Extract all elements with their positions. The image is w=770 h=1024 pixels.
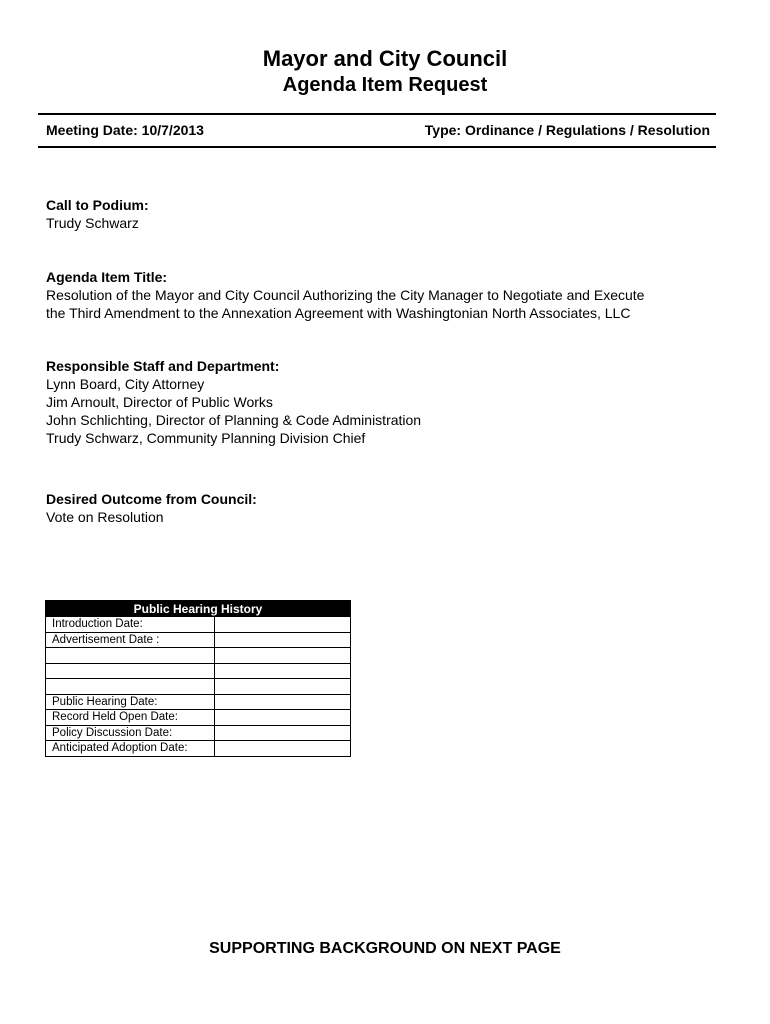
hearing-label [46,663,215,679]
desired-outcome-heading: Desired Outcome from Council: [46,491,257,507]
hearing-value [215,663,351,679]
call-to-podium-heading: Call to Podium: [46,197,149,213]
desired-outcome-line: Vote on Resolution [46,509,164,525]
page-subtitle: Agenda Item Request [282,74,488,96]
agenda-item-title-line: the Third Amendment to the Annexation Agreement with Washingtonian North Associates, LLC [46,305,631,321]
hearing-value [215,632,351,648]
top-divider [38,113,716,115]
hearing-value [215,617,351,633]
hearing-label: Introduction Date: [46,617,215,633]
page-title: Mayor and City Council [262,46,508,71]
staff-line: Jim Arnoult, Director of Public Works [46,394,273,410]
public-hearing-history-header: Public Hearing History [46,601,351,617]
hearing-label: Public Hearing Date: [46,694,215,710]
item-type: Type: Ordinance / Regulations / Resolution [424,122,710,138]
hearing-value [215,694,351,710]
staff-line: Trudy Schwarz, Community Planning Division Chief [46,430,366,446]
hearing-value [215,725,351,741]
table-row [46,710,351,726]
supporting-background-note: SUPPORTING BACKGROUND ON NEXT PAGE [209,940,561,957]
table-row [46,694,351,710]
hearing-label [46,648,215,664]
hearing-label: Anticipated Adoption Date: [46,741,215,757]
desired-outcome-section [46,490,716,526]
staff-line: Lynn Board, City Attorney [46,376,205,392]
hearing-label: Policy Discussion Date: [46,725,215,741]
agenda-item-title-heading: Agenda Item Title: [46,269,168,285]
call-to-podium-section [46,196,716,232]
staff-line: John Schlichting, Director of Planning & Code Administration [46,412,422,428]
bottom-divider [38,146,716,148]
hearing-value [215,679,351,695]
agenda-item-title-section [46,268,716,322]
table-row [46,617,351,633]
hearing-label [46,679,215,695]
hearing-value [215,741,351,757]
table-row [46,679,351,695]
agenda-item-title-line: Resolution of the Mayor and City Council Authorizing the City Manager to Negotiate and Execute [46,287,645,303]
table-row [46,648,351,664]
table-row [46,725,351,741]
hearing-value [215,648,351,664]
responsible-staff-heading: Responsible Staff and Department: [46,358,280,374]
table-row [46,632,351,648]
meeting-date: Meeting Date: 10/7/2013 [46,122,204,138]
public-hearing-history-table [45,600,351,757]
hearing-label: Advertisement Date : [46,632,215,648]
table-row [46,663,351,679]
call-to-podium-line: Trudy Schwarz [46,215,139,231]
table-row [46,741,351,757]
hearing-value [215,710,351,726]
hearing-label: Record Held Open Date: [46,710,215,726]
responsible-staff-section [46,357,716,447]
